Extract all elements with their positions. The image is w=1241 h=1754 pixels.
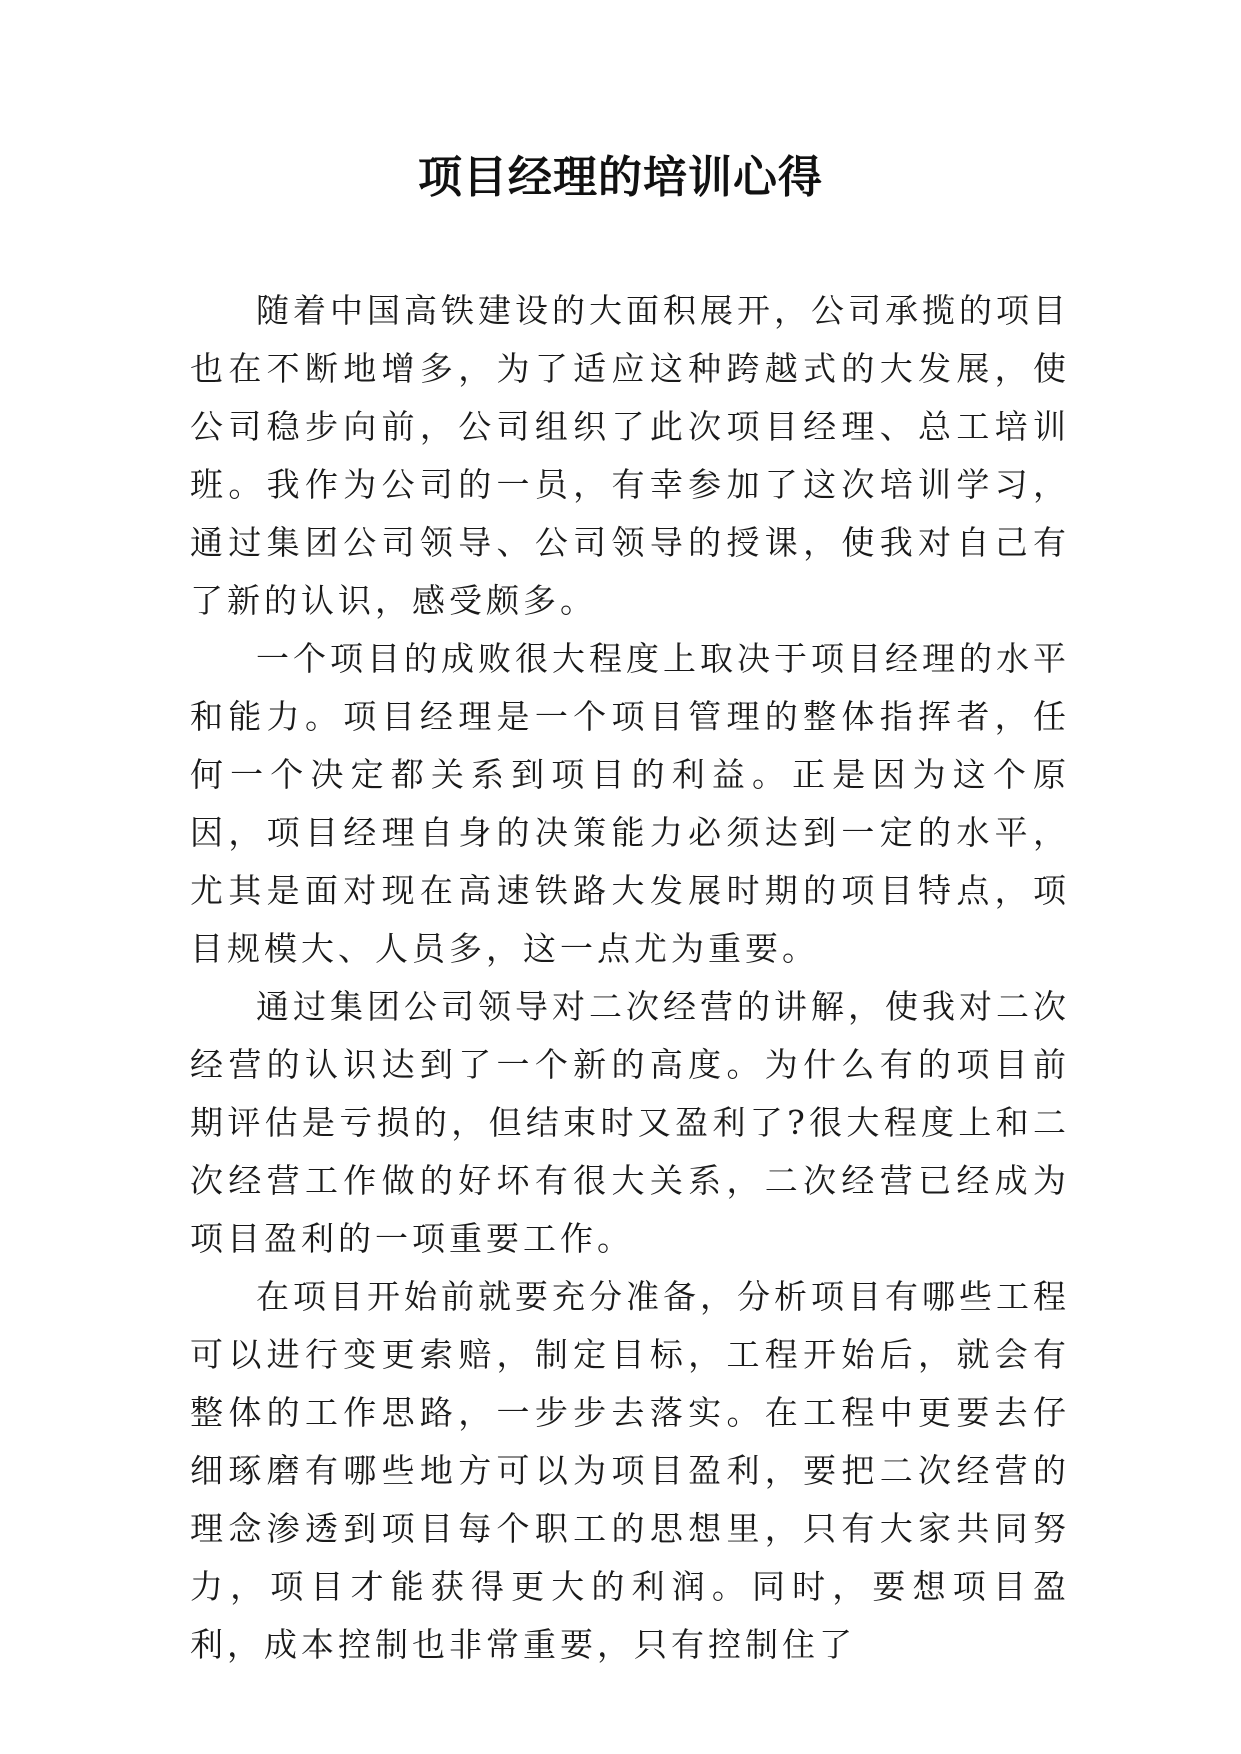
paragraph-2: 一个项目的成败很大程度上取决于项目经理的水平和能力。项目经理是一个项目管理的整体指挥者，任何一个决定都关系到项目的利益。正是因为这个原因，项目经理自身的决策能力必须达到一定的水平，尤其是面对现在高速铁路大发展时期的项目特点，项目规模大、人员多，这一点尤为重要。 — [190, 639, 1070, 968]
document-title: 项目经理的培训心得 — [418, 152, 823, 203]
paragraph-1: 随着中国高铁建设的大面积展开，公司承揽的项目也在不断地增多，为了适应这种跨越式的大发展，使公司稳步向前，公司组织了此次项目经理、总工培训班。我作为公司的一员，有幸参加了这次培训学习，通过集团公司领导、公司领导的授课，使我对自己有了新的认识，感受颇多。 — [190, 291, 1070, 620]
document-body — [190, 282, 1070, 1674]
paragraph-4: 在项目开始前就要充分准备，分析项目有哪些工程可以进行变更索赔，制定目标，工程开始后，就会有整体的工作思路，一步步去落实。在工程中更要去仔细琢磨有哪些地方可以为项目盈利，要把二次经营的理念渗透到项目每个职工的思想里，只有大家共同努力，项目才能获得更大的利润。同时，要想项目盈利，成本控制也非常重要，只有控制住了 — [190, 1277, 1070, 1664]
paragraph-3: 通过集团公司领导对二次经营的讲解，使我对二次经营的认识达到了一个新的高度。为什么有的项目前期评估是亏损的，但结束时又盈利了?很大程度上和二次经营工作做的好坏有很大关系，二次经营已经成为项目盈利的一项重要工作。 — [190, 987, 1070, 1258]
